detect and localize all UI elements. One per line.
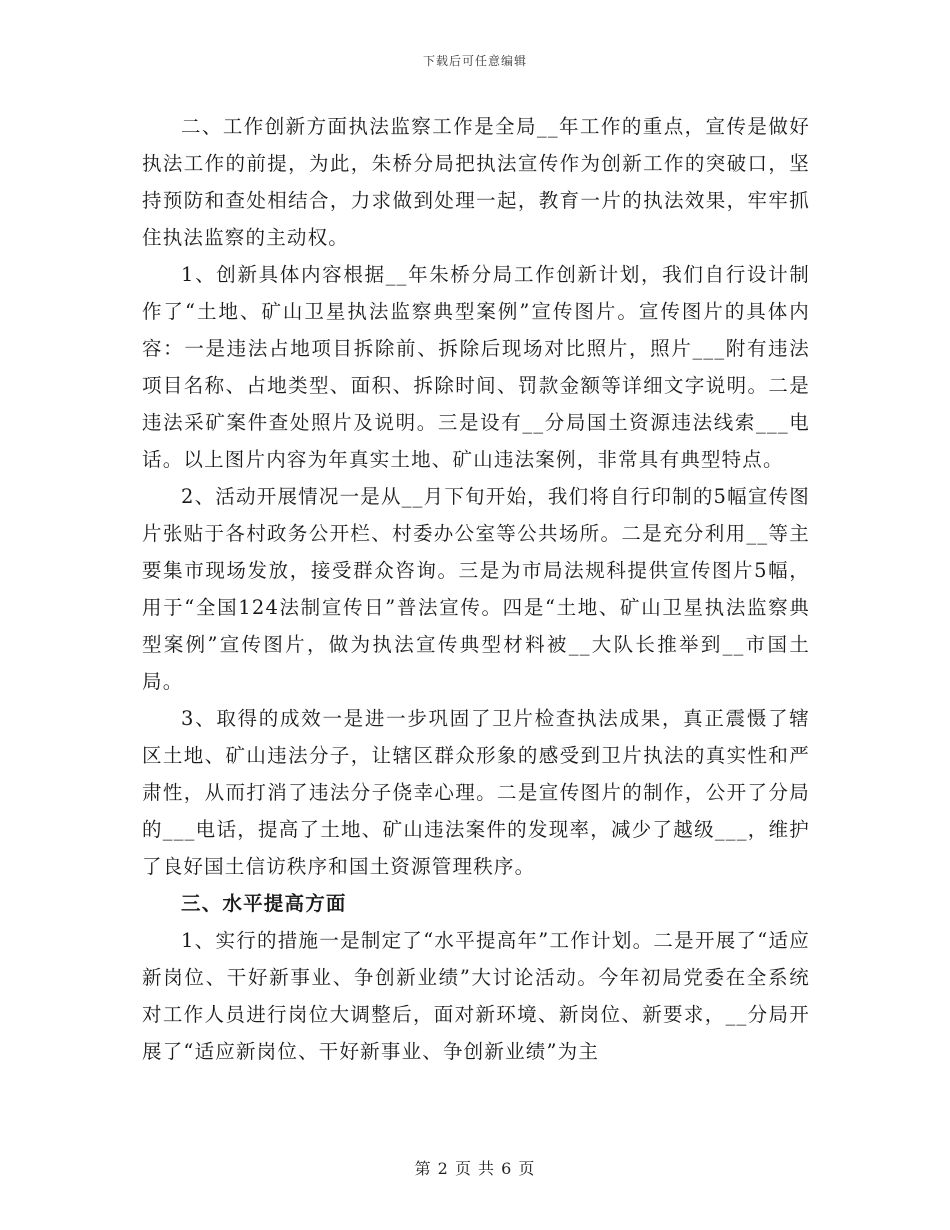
paragraph-innovation-intro: 二、工作创新方面执法监察工作是全局__年工作的重点，宣传是做好执法工作的前提，为此，朱桥分局把执法宣传作为创新工作的突破口，坚持预防和查处相结合，力求做到处理一起，教育一片的执法效果，牢牢抓住执法监察的主动权。 <box>142 115 810 249</box>
page-number: 第 2 页 共 6 页 <box>414 1159 536 1178</box>
paragraph-results: 3、取得的成效一是进一步巩固了卫片检查执法成果，真正震慑了辖区土地、矿山违法分子，让辖区群众形象的感受到卫片执法的真实性和严肃性，从而打消了违法分子侥幸心理。二是宣传图片的制作，公开了分局的___电话，提高了土地、矿山违法案件的发现率，减少了越级___，维护了良好国土信访秩序和国土资源管理秩序。 <box>142 707 810 878</box>
document-body <box>142 108 810 1070</box>
header-note: 下载后可任意编辑 <box>422 54 527 68</box>
section-heading: 三、水平提高方面 <box>181 892 347 915</box>
paragraph-innovation-content: 1、创新具体内容根据__年朱桥分局工作创新计划，我们自行设计制作了“土地、矿山卫星执法监察典型案例”宣传图片。宣传图片的具体内容：一是违法占地项目拆除前、拆除后现场对比照片，照片___附有违法项目名称、占地类型、面积、拆除时间、罚款金额等详细文字说明。二是违法采矿案件查处照片及说明。三是设有__分局国土资源违法线索___电话。以上图片内容为年真实土地、矿山违法案例，非常具有典型特点。 <box>142 263 810 471</box>
paragraph-activity-status: 2、活动开展情况一是从__月下旬开始，我们将自行印制的5幅宣传图片张贴于各村政务公开栏、村委办公室等公共场所。二是充分利用__等主要集市现场发放，接受群众咨询。三是为市局法规科提供宣传图片5幅，用于“全国124法制宣传日”普法宣传。四是“土地、矿山卫星执法监察典型案例”宣传图片，做为执法宣传典型材料被__大队长推举到__市国土局。 <box>142 485 810 693</box>
paragraph-measures: 1、实行的措施一是制定了“水平提高年”工作计划。二是开展了“适应新岗位、干好新事业、争创新业绩”大讨论活动。今年初局党委在全系统对工作人员进行岗位大调整后，面对新环境、新岗位、新要求，__分局开展了“适应新岗位、干好新事业、争创新业绩”为主 <box>142 929 810 1063</box>
